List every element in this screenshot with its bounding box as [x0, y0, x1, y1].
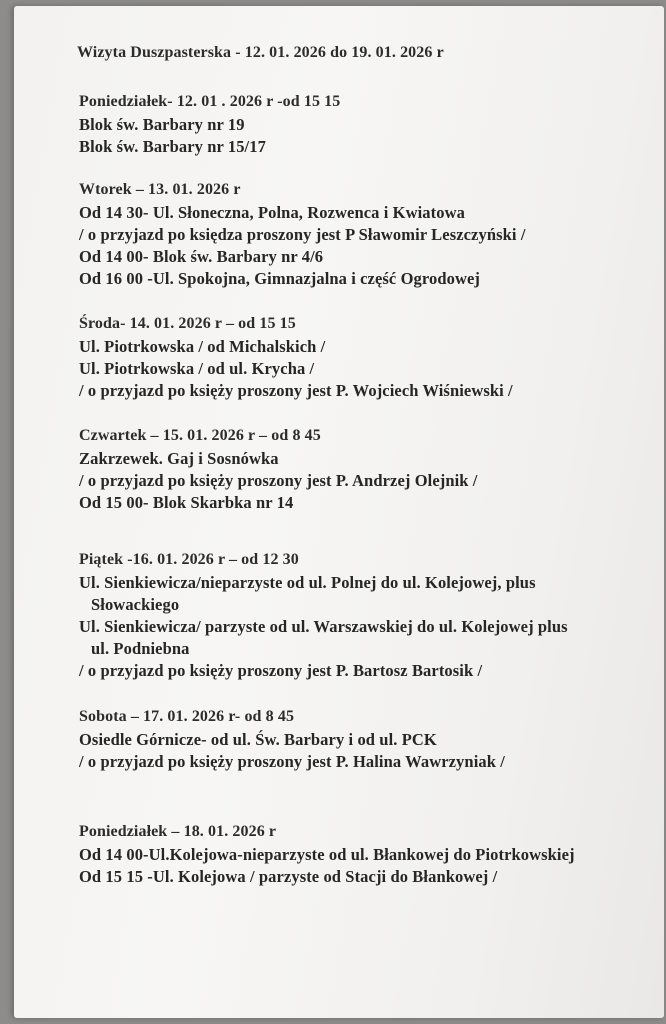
day-heading-wednesday-14: Środa- 14. 01. 2026 r – od 15 15	[79, 315, 296, 332]
schedule-line: / o przyjazd po księży proszony jest P. Bartosz Bartosik /	[79, 661, 483, 680]
schedule-line: / o przyjazd po księży proszony jest P. Halina Wawrzyniak /	[79, 752, 505, 771]
paper-sheet	[14, 6, 664, 1018]
schedule-line: Od 16 00 -Ul. Spokojna, Gimnazjalna i część Ogrodowej	[79, 269, 480, 288]
document-title: Wizyta Duszpasterska - 12. 01. 2026 do 19. 01. 2026 r	[77, 44, 444, 61]
day-heading-monday-18: Poniedziałek – 18. 01. 2026 r	[79, 823, 277, 840]
schedule-line: Od 14 30- Ul. Słoneczna, Polna, Rozwenca i Kwiatowa	[79, 203, 465, 222]
schedule-line: Ul. Piotrkowska / od Michalskich /	[79, 337, 326, 356]
schedule-line: Blok św. Barbary nr 15/17	[79, 137, 266, 156]
schedule-line: / o przyjazd po księdza proszony jest P Sławomir Leszczyński /	[79, 225, 526, 244]
day-heading-friday-16: Piątek -16. 01. 2026 r – od 12 30	[79, 551, 299, 568]
schedule-line: Blok św. Barbary nr 19	[79, 115, 245, 134]
day-heading-tuesday-13: Wtorek – 13. 01. 2026 r	[79, 181, 241, 198]
schedule-line: ul. Podniebna	[91, 639, 190, 658]
schedule-line: Ul. Piotrkowska / od ul. Krycha /	[79, 359, 315, 378]
schedule-line: Ul. Sienkiewicza/nieparzyste od ul. Polnej do ul. Kolejowej, plus	[79, 573, 536, 592]
schedule-line: Od 15 15 -Ul. Kolejowa / parzyste od Stacji do Błankowej /	[79, 867, 498, 886]
schedule-line: / o przyjazd po księży proszony jest P. Wojciech Wiśniewski /	[79, 381, 513, 400]
schedule-line: Ul. Sienkiewicza/ parzyste od ul. Warszawskiej do ul. Kolejowej plus	[79, 617, 568, 636]
schedule-line: Od 15 00- Blok Skarbka nr 14	[79, 493, 294, 512]
day-heading-monday-12: Poniedziałek- 12. 01 . 2026 r -od 15 15	[79, 93, 341, 110]
schedule-line: Od 14 00- Blok św. Barbary nr 4/6	[79, 247, 324, 266]
schedule-line: Od 14 00-Ul.Kolejowa-nieparzyste od ul. Błankowej do Piotrkowskiej	[79, 845, 575, 864]
day-heading-saturday-17: Sobota – 17. 01. 2026 r- od 8 45	[79, 708, 295, 725]
schedule-line: Osiedle Górnicze- od ul. Św. Barbary i od ul. PCK	[79, 730, 437, 749]
schedule-line: Słowackiego	[91, 595, 180, 614]
schedule-line: Zakrzewek. Gaj i Sosnówka	[79, 449, 279, 468]
day-heading-thursday-15: Czwartek – 15. 01. 2026 r – od 8 45	[79, 427, 321, 444]
schedule-line: / o przyjazd po księży proszony jest P. Andrzej Olejnik /	[79, 471, 478, 490]
